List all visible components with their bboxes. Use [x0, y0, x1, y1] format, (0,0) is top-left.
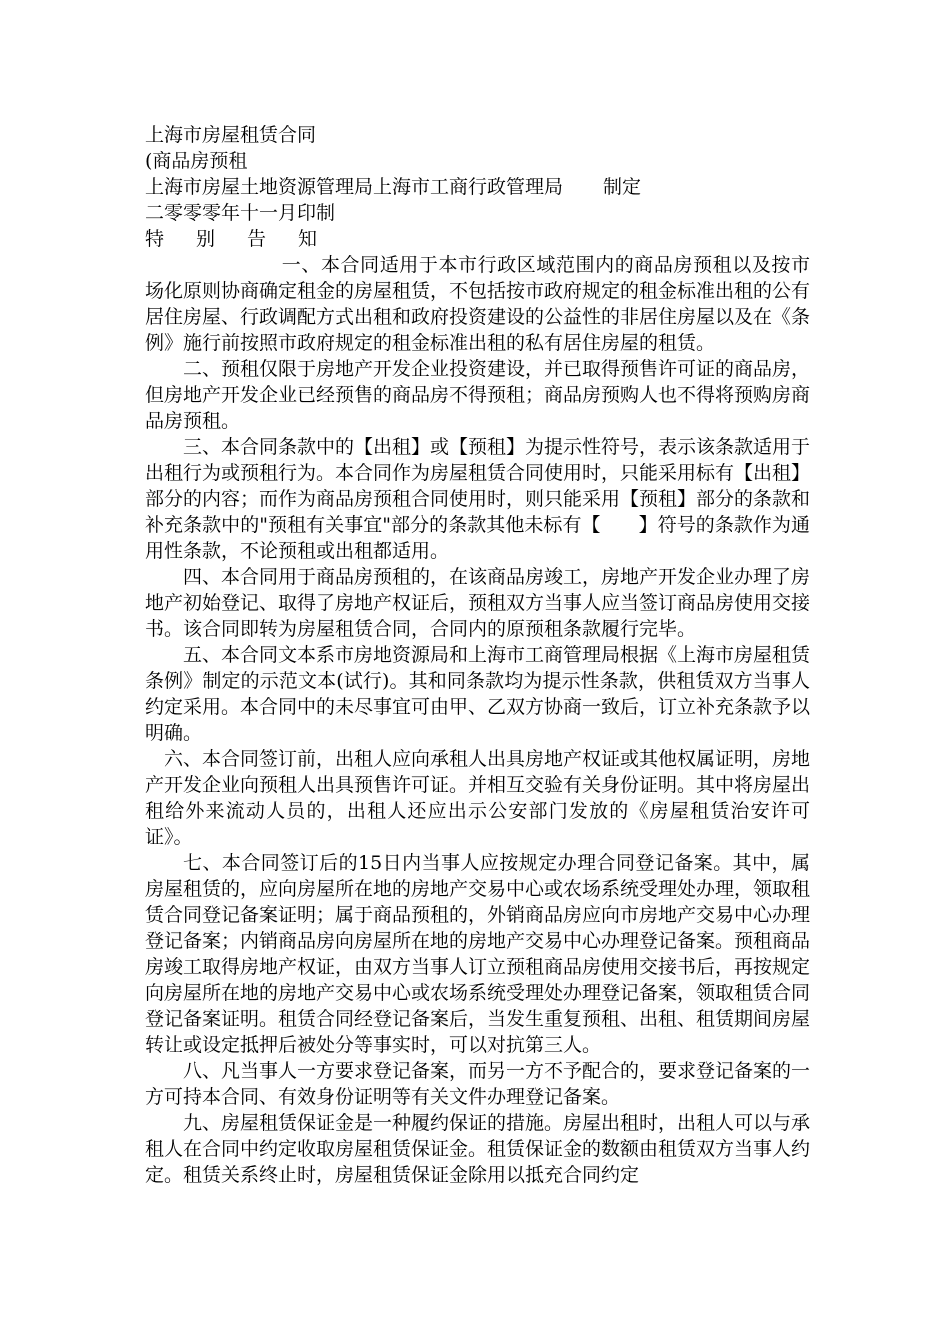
notice-item-5: 五、本合同文本系市房地资源局和上海市工商管理局根据《上海市房屋租赁条例》制定的示范文本(试行)。其和同条款均为提示性条款，供租赁双方当事人约定采用。本合同中的未尽事宜可由甲、乙双方协商一致后，订立补充条款予以明确。 — [145, 644, 811, 744]
notice-item-8: 八、凡当事人一方要求登记备案，而另一方不予配合的，要求登记备案的一方可持本合同、有效身份证明等有关文件办理登记备案。 — [145, 1060, 811, 1108]
notice-item-7: 七、本合同签订后的15日内当事人应按规定办理合同登记备案。其中，属房屋租赁的，应向房屋所在地的房地产交易中心或农场系统受理处办理，领取租赁合同登记备案证明；属于商品预租的，外销商品房应向市房地产交易中心办理登记备案；内销商品房向房屋所在地的房地产交易中心办理登记备案。预租商品房竣工取得房地产权证，由双方当事人订立预租商品房使用交接书后，再按规定向房屋所在地的房地产交易中心或农场系统受理处办理登记备案，领取租赁合同登记备案证明。租赁合同经登记备案后，当发生重复预租、出租、租赁期间房屋转让或设定抵押后被处分等事实时，可以对抗第三人。 — [145, 852, 811, 1056]
contract-title: 上海市房屋租赁合同 — [145, 124, 317, 146]
notice-item-9: 九、房屋租赁保证金是一种履约保证的措施。房屋出租时，出租人可以与承租人在合同中约定收取房屋租赁保证金。租赁保证金的数额由租赁双方当事人约定。租赁关系终止时，房屋租赁保证金除用以抵充合同约定 — [145, 1112, 811, 1186]
document-page — [145, 122, 810, 1188]
agency-names: 上海市房屋土地资源管理局上海市工商行政管理局 — [145, 176, 564, 198]
notice-item-2: 二、预租仅限于房地产开发企业投资建设，并已取得预售许可证的商品房，但房地产开发企业已经预售的商品房不得预租；商品房预购人也不得将预购房商品房预租。 — [145, 358, 811, 432]
notice-item-6: 六、本合同签订前，出租人应向承租人出具房地产权证或其他权属证明，房地产开发企业向预租人出具预售许可证。并相互交验有关身份证明。其中将房屋出租给外来流动人员的，出租人还应出示公安部门发放的《房屋租赁治安许可证》。 — [145, 748, 811, 848]
made-label: 制定 — [603, 176, 642, 198]
contract-subtitle: (商品房预租 — [145, 150, 248, 172]
notice-item-4: 四、本合同用于商品房预租的，在该商品房竣工，房地产开发企业办理了房地产初始登记、取得了房地产权证后，预租双方当事人应当签订商品房使用交接书。该合同即转为房屋租赁合同，合同内的原预租条款履行完毕。 — [145, 566, 811, 640]
print-date: 二零零零年十一月印制 — [145, 202, 336, 224]
notice-title: 特别告知 — [145, 228, 350, 250]
issuing-agencies — [145, 174, 810, 200]
notice-item-3: 三、本合同条款中的【出租】或【预租】为提示性符号，表示该条款适用于出租行为或预租行为。本合同作为房屋租赁合同使用时，只能采用标有【出租】部分的内容；而作为商品房预租合同使用时，则只能采用【预租】部分的条款和补充条款中的"预租有关事宜"部分的条款其他未标有【 】符号的条款作为通用性条款，不论预租或出租都适用。 — [145, 436, 811, 562]
notice-item-1: 一、本合同适用于本市行政区域范围内的商品房预租以及按市场化原则协商确定租金的房屋租赁，不包括按市政府规定的租金标准出租的公有居住房屋、行政调配方式出租和政府投资建设的公益性的非居住房屋以及在《条例》施行前按照市政府规定的租金标准出租的私有居住房屋的租赁。 — [145, 254, 811, 354]
